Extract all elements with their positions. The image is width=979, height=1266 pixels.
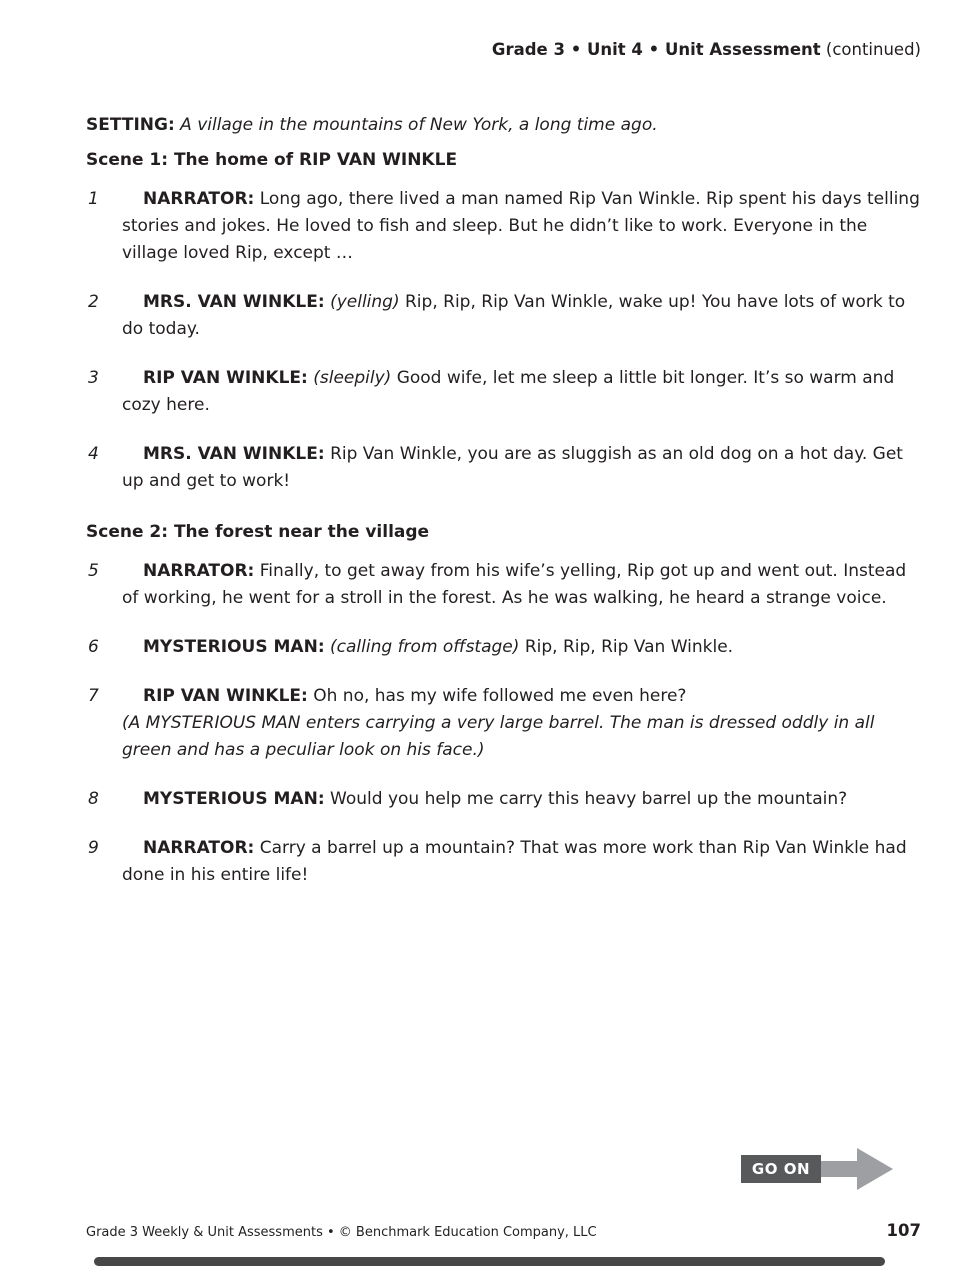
dialogue-text: Long ago, there lived a man named Rip Van Winkle. Rip spent his days telling stories and jokes. He loved to fish and sleep. But he didn’t like to work. Everyone in the village loved Rip, except … <box>122 189 920 263</box>
script-line-1 <box>86 186 921 267</box>
dialogue-text: Oh no, has my wife followed me even here? <box>313 686 687 706</box>
go-on-marker <box>741 1146 895 1192</box>
line-text <box>122 365 921 419</box>
setting-text: A village in the mountains of New York, a long time ago. <box>180 115 658 135</box>
dialogue-text: Rip, Rip, Rip Van Winkle. <box>524 637 734 657</box>
line-text <box>122 786 921 813</box>
script-line-8 <box>86 786 921 813</box>
go-on-label: GO ON <box>741 1155 821 1183</box>
script-line-3 <box>86 365 921 419</box>
header-title: Grade 3 • Unit 4 • Unit Assessment <box>491 40 821 59</box>
line-number: 2 <box>88 292 99 312</box>
script-line-2 <box>86 289 921 343</box>
script-line-6 <box>86 634 921 661</box>
line-text <box>122 683 921 710</box>
stage-direction: (yelling) <box>330 292 400 312</box>
line-number: 3 <box>88 368 99 388</box>
page-footer <box>86 1221 921 1240</box>
line-number: 8 <box>88 789 99 809</box>
line-text <box>122 558 921 612</box>
page-bottom-edge <box>94 1257 885 1266</box>
line-number: 9 <box>88 838 99 858</box>
page-number: 107 <box>886 1221 921 1240</box>
line-number: 1 <box>88 189 99 209</box>
setting-line <box>86 112 921 139</box>
line-number: 4 <box>88 444 99 464</box>
speaker-name: MYSTERIOUS MAN: <box>143 637 325 657</box>
setting-label: SETTING: <box>86 115 175 135</box>
line-number: 6 <box>88 637 99 657</box>
line-text <box>122 634 921 661</box>
line-text <box>122 289 921 343</box>
dialogue-text: Finally, to get away from his wife’s yelling, Rip got up and went out. Instead of working, he went for a stroll in the forest. As he was walking, he heard a strange voice. <box>122 561 907 608</box>
line-text <box>122 835 921 889</box>
speaker-name: NARRATOR: <box>143 561 255 581</box>
speaker-name: NARRATOR: <box>143 838 255 858</box>
dialogue-text: Would you help me carry this heavy barrel up the mountain? <box>330 789 848 809</box>
speaker-name: MYSTERIOUS MAN: <box>143 789 325 809</box>
dialogue-text: Rip, Rip, Rip Van Winkle, wake up! You have lots of work to do today. <box>122 292 906 339</box>
line-text <box>122 186 921 267</box>
speaker-name: MRS. VAN WINKLE: <box>143 292 325 312</box>
go-on-arrow-icon <box>815 1146 895 1192</box>
dialogue-text: Rip Van Winkle, you are as sluggish as an old dog on a hot day. Get up and get to work! <box>122 444 903 491</box>
stage-direction: (sleepily) <box>313 368 392 388</box>
script-line-9 <box>86 835 921 889</box>
dialogue-text: Good wife, let me sleep a little bit longer. It’s so warm and cozy here. <box>122 368 895 415</box>
footer-credit: Grade 3 Weekly & Unit Assessments • © Benchmark Education Company, LLC <box>86 1225 597 1240</box>
line-number: 5 <box>88 561 99 581</box>
script-line-7 <box>86 683 921 764</box>
header-continued: (continued) <box>825 40 921 59</box>
stage-direction: (calling from offstage) <box>330 637 520 657</box>
stage-note: (A MYSTERIOUS MAN enters carrying a very large barrel. The man is dressed oddly in all green and has a peculiar look on his face.) <box>122 713 875 760</box>
speaker-name: MRS. VAN WINKLE: <box>143 444 325 464</box>
script-line-4 <box>86 441 921 495</box>
line-number: 7 <box>88 686 99 706</box>
speaker-name: RIP VAN WINKLE: <box>143 686 308 706</box>
script-line-5 <box>86 558 921 612</box>
speaker-name: NARRATOR: <box>143 189 255 209</box>
scene-1-heading: Scene 1: The home of RIP VAN WINKLE <box>86 150 458 170</box>
line-text <box>122 441 921 495</box>
dialogue-text: Carry a barrel up a mountain? That was more work than Rip Van Winkle had done in his entire life! <box>122 838 907 885</box>
scene-2-heading: Scene 2: The forest near the village <box>86 522 430 542</box>
script-content <box>86 112 921 911</box>
speaker-name: RIP VAN WINKLE: <box>143 368 308 388</box>
page-header <box>492 40 921 59</box>
